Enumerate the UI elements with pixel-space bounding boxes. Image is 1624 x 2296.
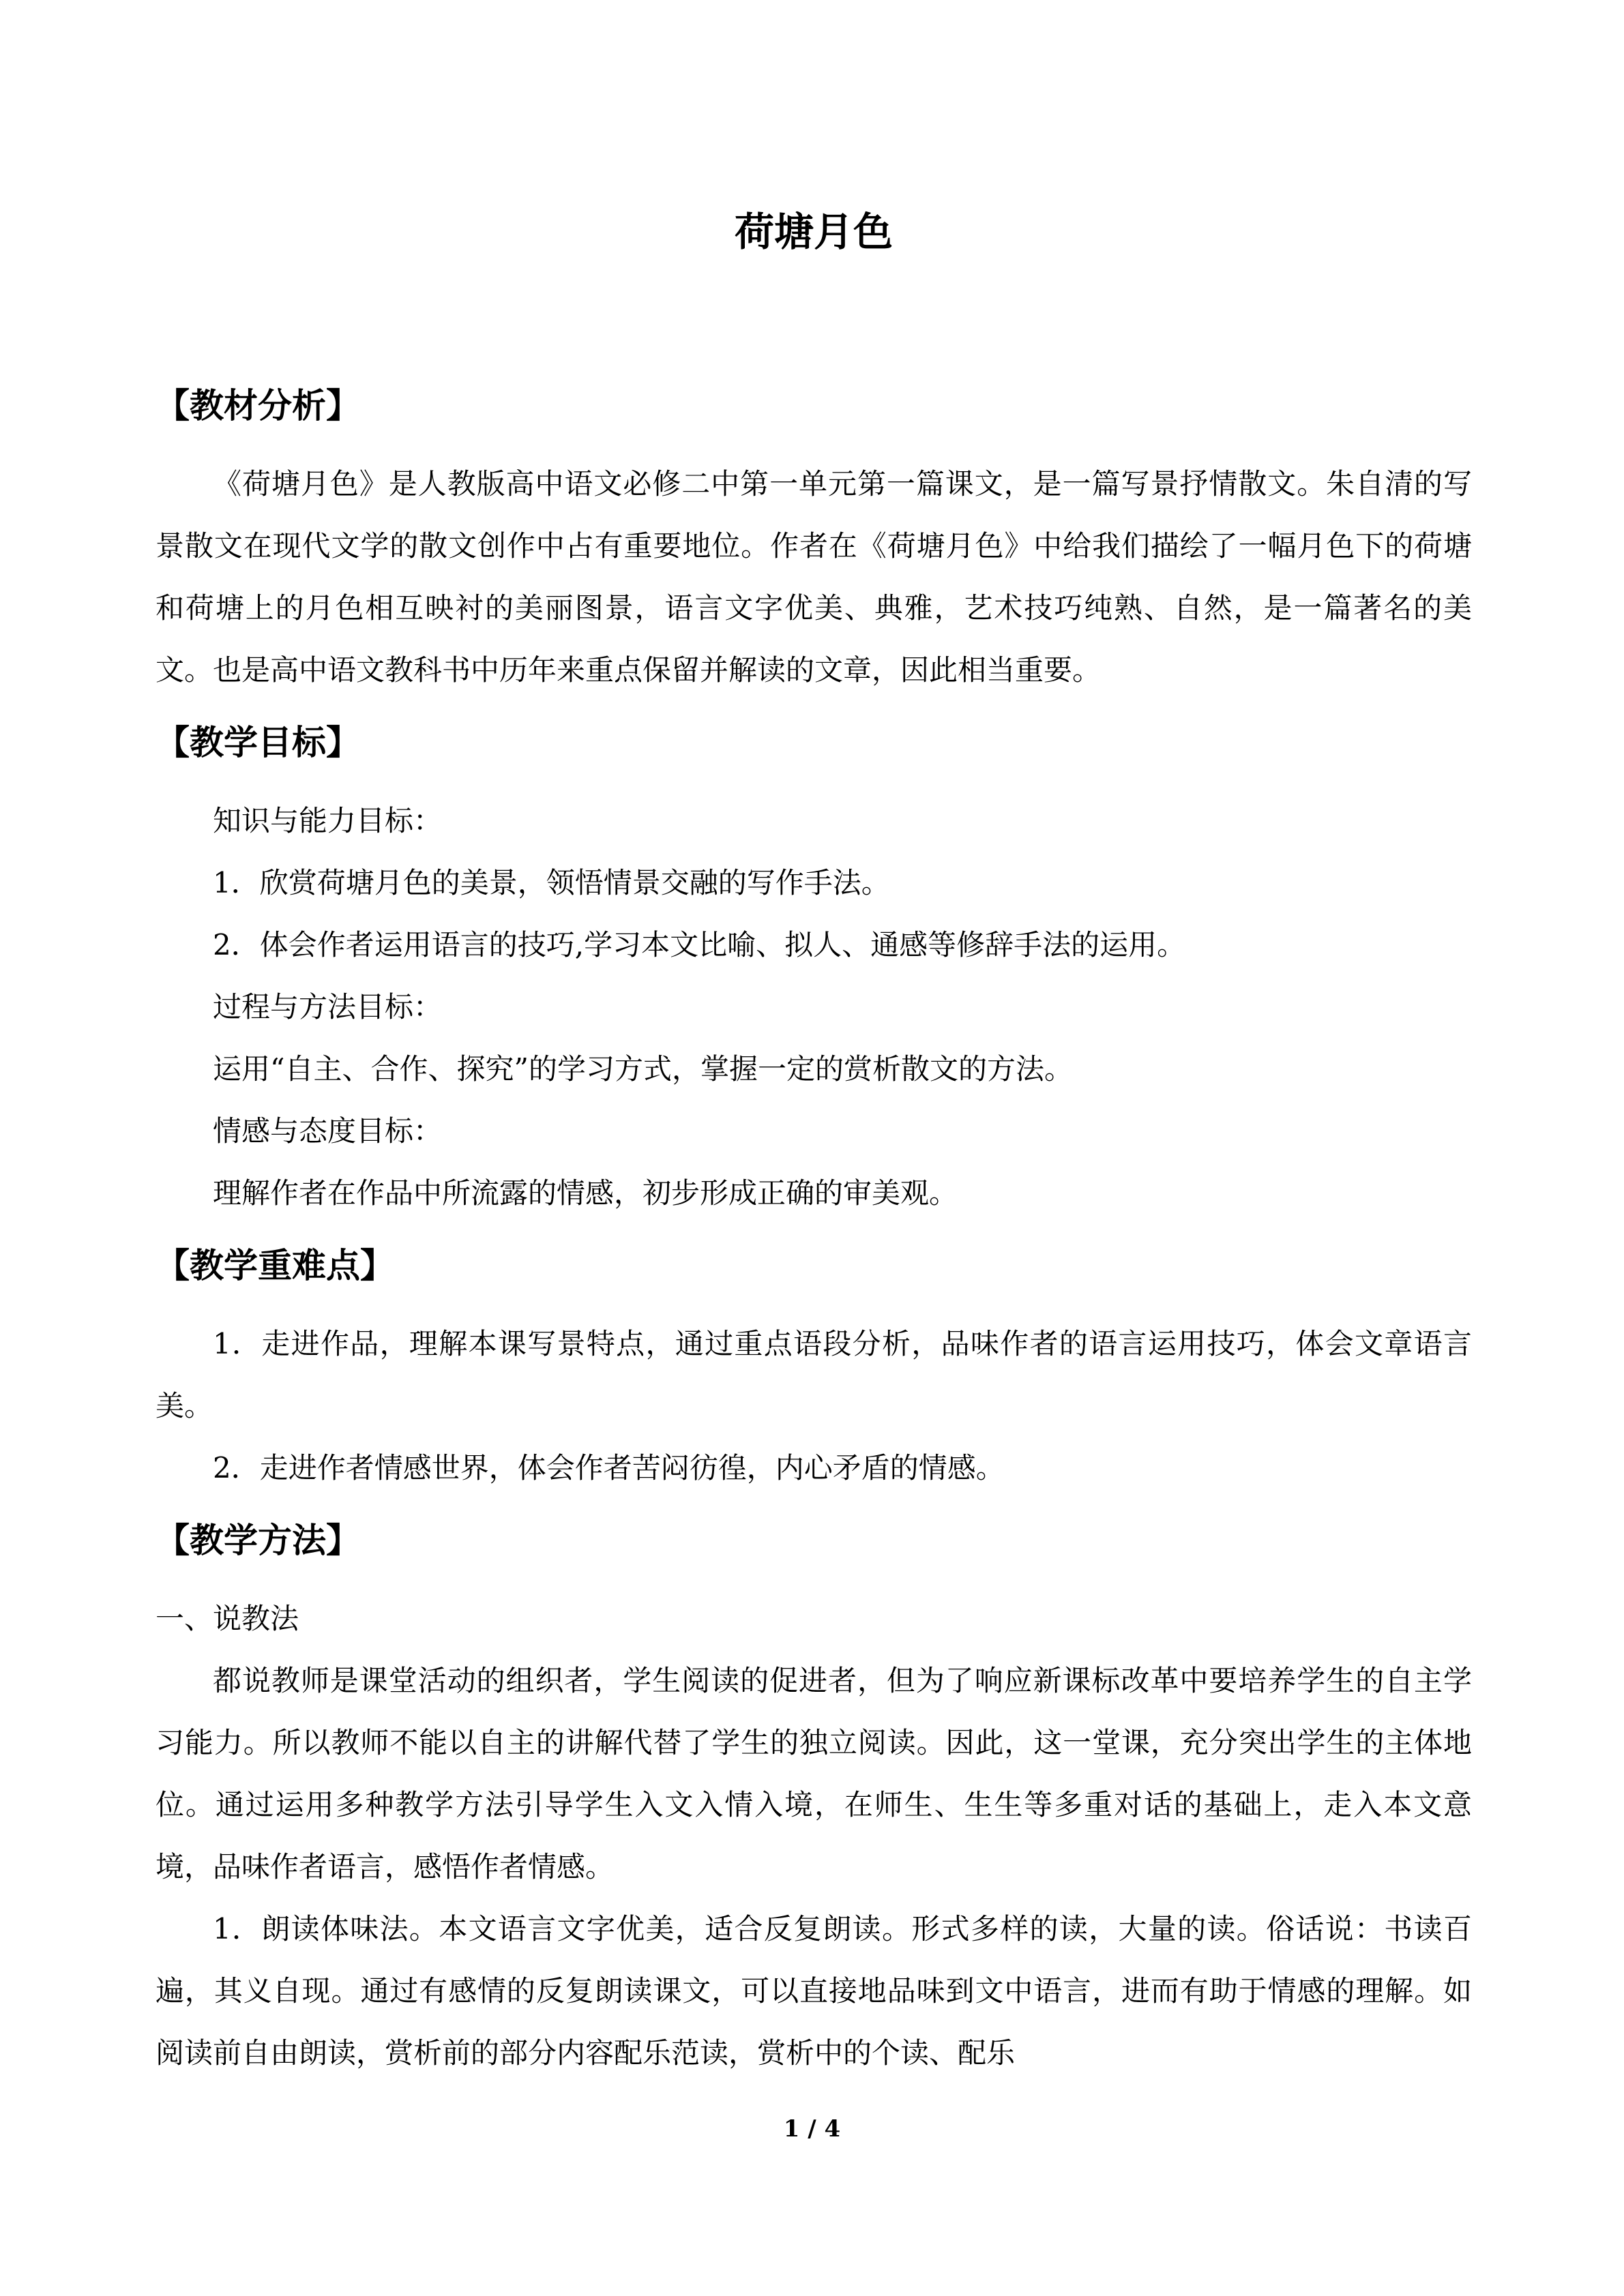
goal-line: 知识与能力目标：: [213, 804, 443, 837]
document-body: [156, 205, 1472, 2084]
paragraph: 1．朗读体味法。本文语言文字优美，适合反复朗读。形式多样的读，大量的读。俗话说：书读百遍，其义自现。通过有感情的反复朗读课文，可以直接地品味到文中语言，进而有助于情感的理解。如阅读前自由朗读，赏析前的部分内容配乐范读，赏析中的个读、配乐: [156, 1912, 1472, 2070]
subheading: 一、说教法: [156, 1602, 299, 1635]
page-number: 1 / 4: [783, 2115, 841, 2143]
section-heading: 【教材分析】: [156, 386, 360, 426]
section-goals: [156, 712, 1472, 1224]
goal-line: 2．体会作者运用语言的技巧,学习本文比喻、拟人、通感等修辞手法的运用。: [213, 928, 1186, 961]
goal-line: 1．欣赏荷塘月色的美景，领悟情景交融的写作手法。: [213, 866, 890, 899]
section-heading: 【教学重难点】: [156, 1246, 394, 1285]
section-heading: 【教学目标】: [156, 723, 360, 762]
section-difficulties: [156, 1235, 1472, 1499]
goal-line: 运用“自主、合作、探究”的学习方式，掌握一定的赏析散文的方法。: [213, 1052, 1073, 1086]
paragraph: 都说教师是课堂活动的组织者，学生阅读的促进者，但为了响应新课标改革中要培养学生的自主学习能力。所以教师不能以自主的讲解代替了学生的独立阅读。因此，这一堂课，充分突出学生的主体地位。通过运用多种教学方法引导学生入文入情入境，在师生、生生等多重对话的基础上，走入本文意境，品味作者语言，感悟作者情感。: [156, 1664, 1472, 1883]
goal-line: 理解作者在作品中所流露的情感，初步形成正确的审美观。: [213, 1176, 958, 1210]
section-analysis: [156, 375, 1472, 701]
section-heading: 【教学方法】: [156, 1521, 360, 1560]
section-methods: [156, 1510, 1472, 2084]
goal-line: 过程与方法目标：: [213, 990, 443, 1024]
paragraph: 1．走进作品，理解本课写景特点，通过重点语段分析，品味作者的语言运用技巧，体会文章语言美。: [156, 1327, 1472, 1422]
paragraph: 《荷塘月色》是人教版高中语文必修二中第一单元第一篇课文，是一篇写景抒情散文。朱自清的写景散文在现代文学的散文创作中占有重要地位。作者在《荷塘月色》中给我们描绘了一幅月色下的荷塘和荷塘上的月色相互映衬的美丽图景，语言文字优美、典雅，艺术技巧纯熟、自然，是一篇著名的美文。也是高中语文教科书中历年来重点保留并解读的文章，因此相当重要。: [156, 467, 1472, 687]
paragraph: 2．走进作者情感世界，体会作者苦闷彷徨，内心矛盾的情感。: [213, 1451, 1005, 1485]
document-title: 荷塘月色: [734, 209, 893, 255]
goal-line: 情感与态度目标：: [213, 1114, 443, 1148]
